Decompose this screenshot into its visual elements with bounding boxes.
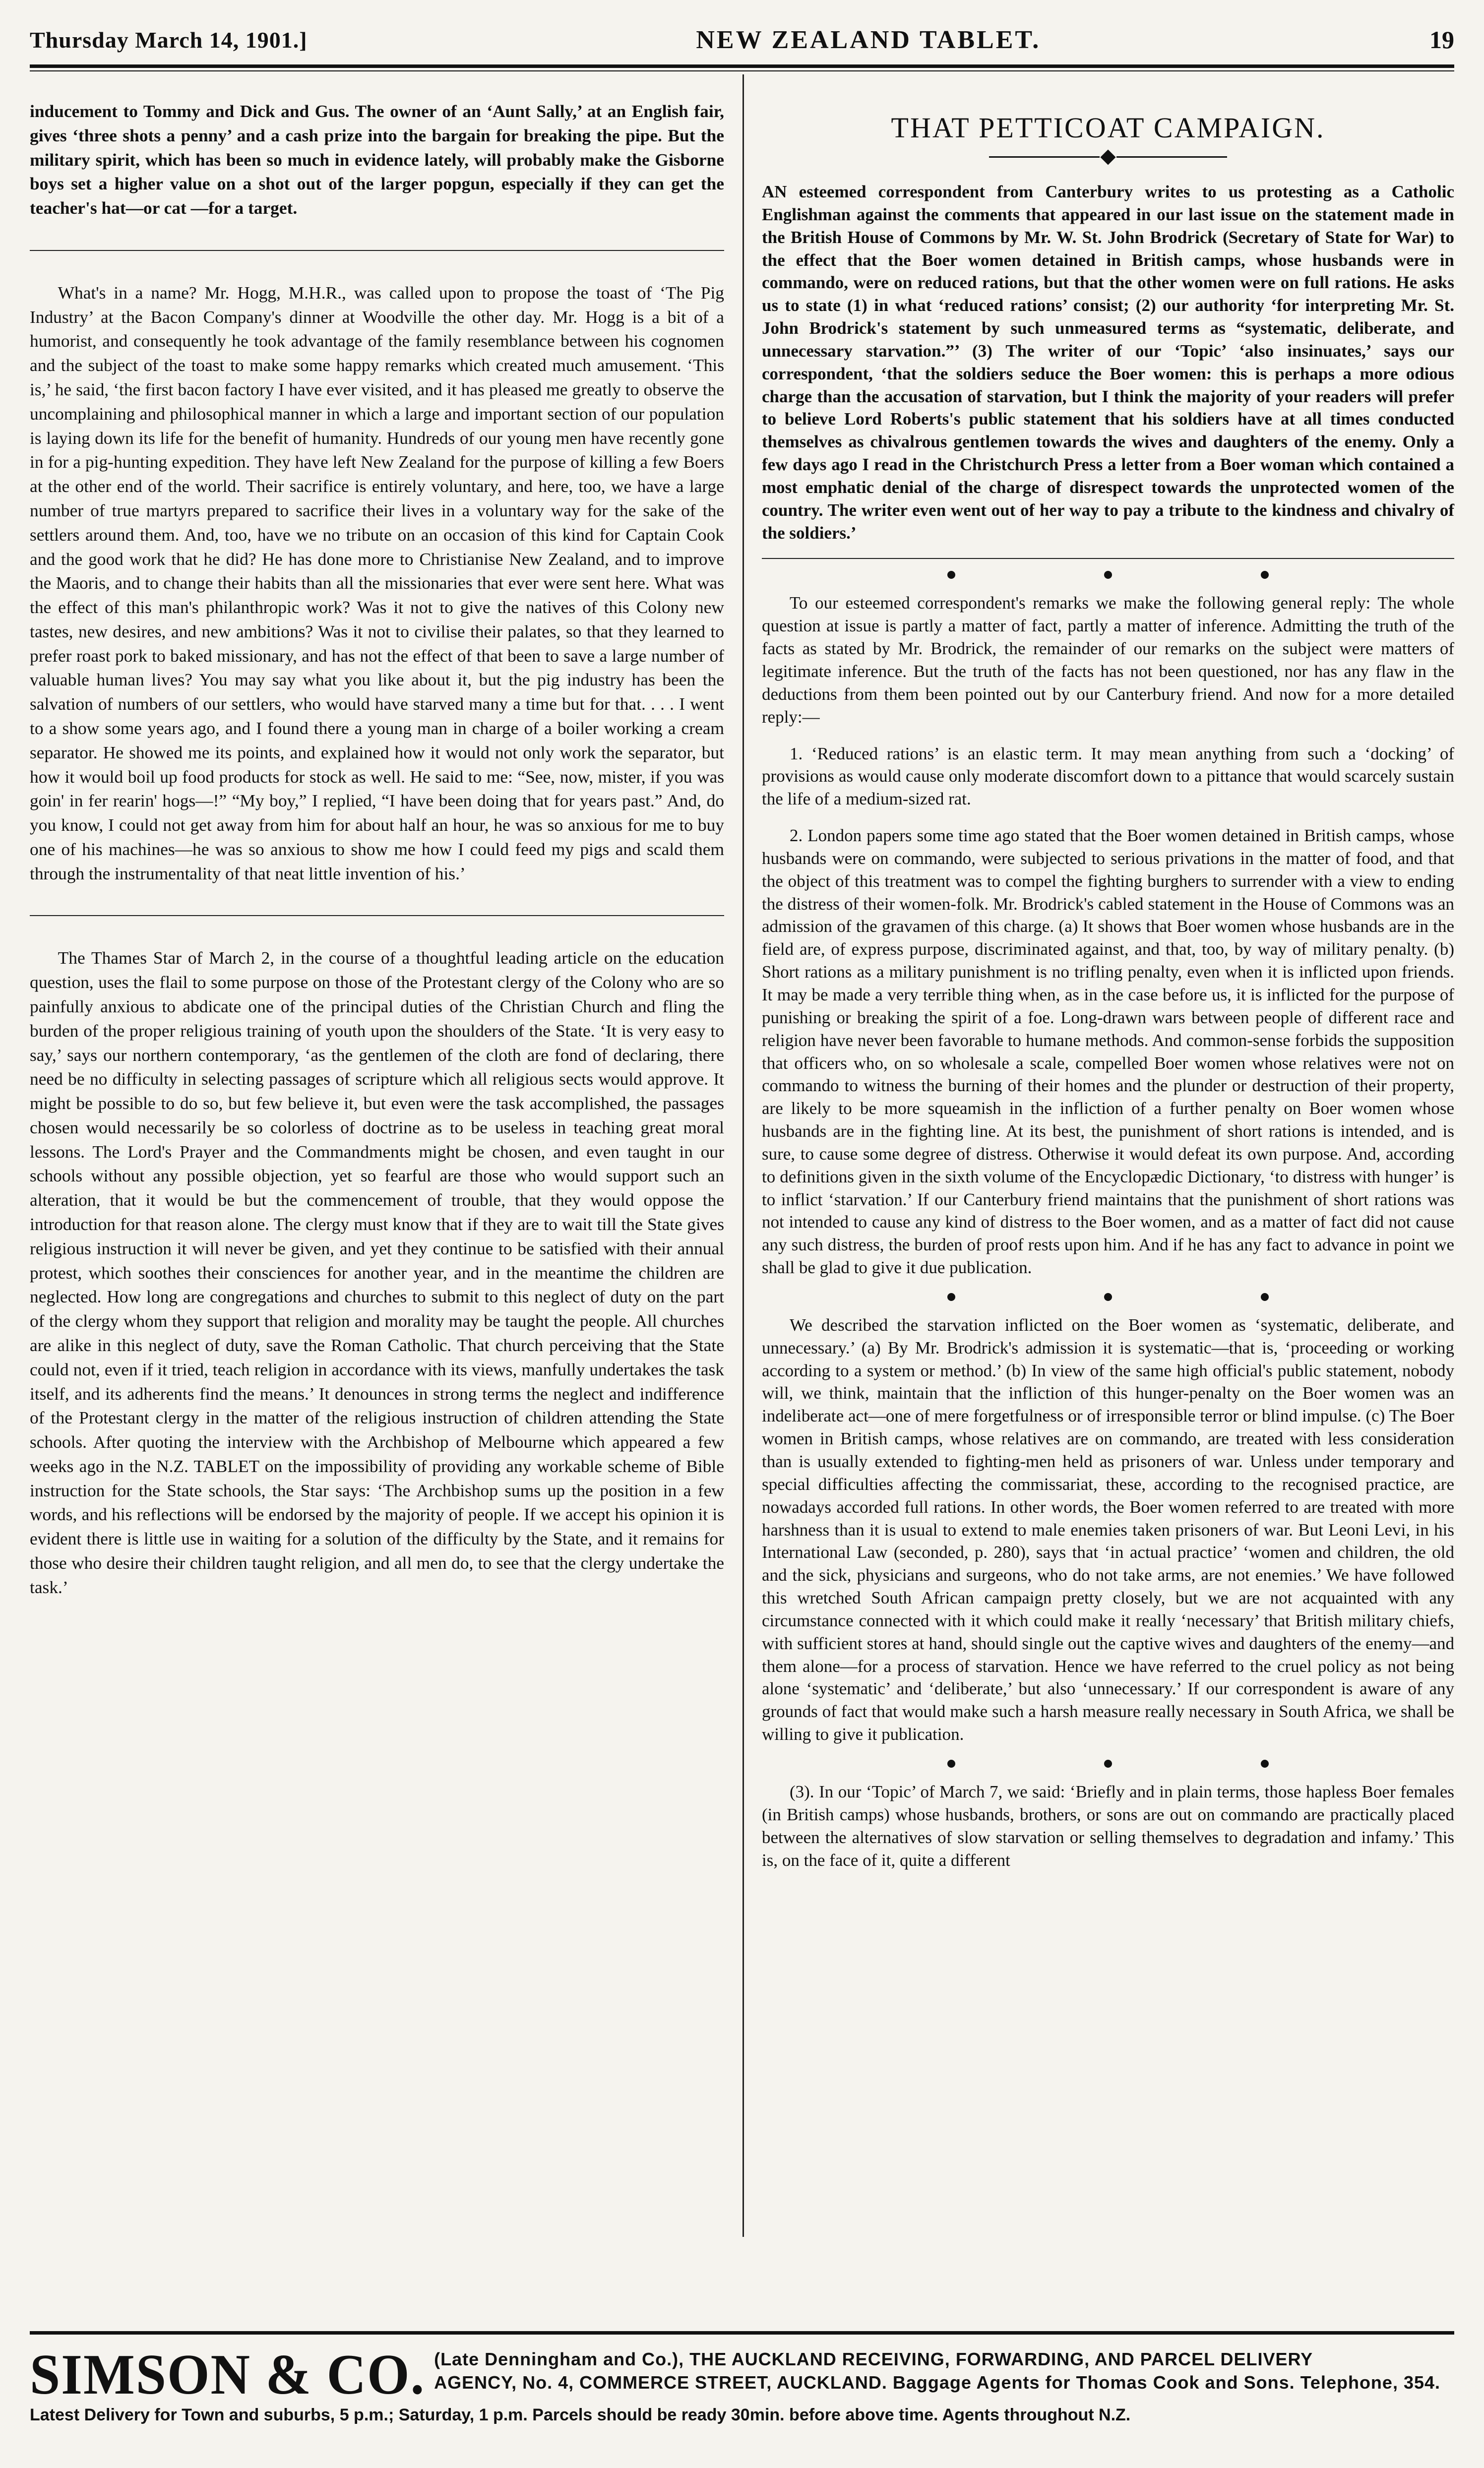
- column-divider: [742, 74, 744, 2237]
- starvation-paragraph: We described the starvation inflicted on the Boer women as ‘systematic, deliberate, and unnecessary.’ (a) By Mr. Brodrick's admission it is systematic—that is, ‘proceeding or working according to a system or method.’ (b) In view of the same high official's public statement, nobody will, we think, maintain that the infliction of this hunger-penalty on the Boer women was an indeliberate act—one of mere forgetfulness or of irresponsible terror or blind impulse. (c) The Boer women in British camps, whose relatives are on commando, are treated with less consideration than is usually extended to fighting-men held as prisoners of war. Unless under temporary and special difficulties affecting the commissariat, these, according to the recognised practice, are nowadays accorded full rations. In other words, the Boer women referred to are treated with more harshness than it is usual to extend to male enemies taken prisoners of war. But Leoni Levi, in his International Law (seconded, p. 280), says that ‘in actual practice’ ‘women and children, the old and the sick, physicians and surgeons, who do not take arms, are not enemies.’ We have followed this wretched South African campaign pretty closely, but we are not acquainted with any circumstance connected with it which could make it really ‘necessary’ that British military chiefs, with sufficient stores at hand, should single out the captive wives and daughters of the enemy—and them alone—for a process of starvation. Hence we have referred to the cruel policy as not being alone ‘systematic’ and ‘deliberate,’ but also ‘unnecessary.’ If our correspondent is aware of any grounds of fact that would make such a harsh measure really necessary in South Africa, we shall be willing to give it publication.: [762, 1315, 1454, 1744]
- header-rule-thick: [30, 64, 1454, 68]
- point-one-paragraph: 1. ‘Reduced rations’ is an elastic term. It may mean anything from such a ‘docking’ of provisions as would cause only moderate discomfort down to a pittance that would scarcely sustain the life of a medium-sized rat.: [762, 743, 1454, 809]
- advertiser-name: SIMSON & CO.: [30, 2342, 426, 2406]
- article-headline: THAT PETTICOAT CAMPAIGN.: [891, 112, 1325, 144]
- section-divider: [30, 915, 724, 916]
- issue-date: Thursday March 14, 1901.]: [30, 27, 308, 53]
- correspondent-letter: AN esteemed correspondent from Canterbury writes to us protesting as a Catholic Englishman against the comments that appeared in our last issue on the statement made in the British House of Commons by Mr. W. St. John Brodrick (Secretary of State for War) to the effect that the Boer women detained in British camps, whose husbands were in commando, were on reduced rations, but that the other women were on full rations. He asks us to state (1) in what ‘reduced rations’ consist; (2) our authority ‘for interpreting Mr. St. John Brodrick's statement by such unmeasured terms as “systematic, deliberate, and unnecessary starvation.”’ (3) The writer of our ‘Topic’ ‘also insinuates,’ says our correspondent, ‘that the soldiers seduce the Boer women: this is perhaps a more odious charge than the accusation of starvation, but I think the majority of your readers will prefer to believe Lord Roberts's public statement that his soldiers have at all times conducted themselves as chivalrous gentlemen towards the wives and daughters of the enemy. Only a few days ago I read in the Christchurch Press a letter from a Boer woman which contained a most emphatic denial of the charge of disrespect towards the unprotected women of the country. The writer even went out of her way to pay a tribute to the kindness and chivalry of the soldiers.’: [762, 182, 1454, 543]
- reply-introduction: To our esteemed correspondent's remarks we make the following general reply: The whole question at issue is partly a matter of fact, partly a matter of inference. Admitting the truth of the facts as stated by Mr. Brodrick, the remainder of our remarks on the subject were matters of legitimate inference. But the truth of the facts has not been questioned, nor has any flaw in the deductions from them been pointed out by our Canterbury friend. And now for a more detailed reply:—: [762, 593, 1454, 727]
- section-divider: [30, 250, 724, 251]
- gisborne-paragraph: inducement to Tommy and Dick and Gus. The owner of an ‘Aunt Sally,’ at an English fair, gives ‘three shots a penny’ and a cash prize into the bargain for breaking the pipe. But the military spirit, which has been so much in evidence lately, will probably make the Gisborne boys set a higher value on a shot out of the larger popgun, especially if they can get the teacher's hat—or cat —for a target.: [30, 101, 724, 218]
- asterism-divider: [762, 1293, 1454, 1301]
- section-divider: [762, 558, 1454, 559]
- footer-advertisement: [30, 2342, 1454, 2446]
- header-rule-thin: [30, 70, 1454, 71]
- right-column: [762, 99, 1454, 1885]
- page-number: 19: [1429, 26, 1454, 54]
- bacon-company-paragraph: What's in a name? Mr. Hogg, M.H.R., was called upon to propose the toast of ‘The Pig Industry’ at the Bacon Company's dinner at Woodville the other day. Mr. Hogg is a bit of a humorist, and consequently he took advantage of the family resemblance between his cognomen and the subject of the toast to make some happy remarks which created much amusement. ‘This is,’ he said, ‘the first bacon factory I have ever visited, and it has pleased me greatly to observe the uncomplaining and philosophical manner in which a large and important section of our population is laying down its life for the benefit of humanity. Hundreds of our young men have recently gone in for a pig-hunting expedition. They have left New Zealand for the purpose of killing a few Boers at the other end of the world. Their sacrifice is entirely voluntary, and here, too, we have a large number of true martyrs prepared to sacrifice their lives in a voluntary way for the sake of the settlers around them. And, too, have we no tribute on an occasion of this kind for Captain Cook and the good work that he did? He has done more to Christianise New Zealand, and to improve the Maoris, and to change their habits than all the missionaries that ever were sent here. What was the effect of this man's philanthropic work? Was it not to give the natives of this Colony new tastes, new desires, and new ambitions? Was it not to civilise their palates, so that they learned to prefer roast pork to baked missionary, and has not the effect of that been to save a large number of valuable human lives? You may say what you like about it, but the pig industry has been the salvation of numbers of our settlers, who would have starved many a time but for that. . . . I went to a show some years ago, and I found there a young man in charge of a boiler working a cream separator. He showed me its points, and explained how it would not only work the separator, but how it would boil up food products for stock as well. He said to me: “See, now, mister, if you was goin' in fer rearin' hogs—!” “My boy,” I replied, “I have been doing that for years past.” And, do you know, I could not get away from him for about half an hour, he was so anxious for me to buy one of his machines—he was so anxious to show me how I could feed my pigs and scald them through the instrumentality of that neat little invention of his.’: [30, 282, 724, 883]
- point-two-paragraph: 2. London papers some time ago stated that the Boer women detained in British camps, whose husbands were on commando, were subjected to serious privations in the matter of food, and that the object of this treatment was to compel the fighting burghers to surrender with a view to ending the distress of their women-folk. Mr. Brodrick's cabled statement in the House of Commons was an admission of the gravamen of this charge. (a) It shows that Boer women whose husbands are in the field are, of express purpose, discriminated against, and that, too, by way of military penalty. (b) Short rations as a military punishment is no trifling penalty, even when it is inflicted upon friends. It may be made a very terrible thing when, as in the case before us, it is inflicted for the purpose of punishing or breaking the spirit of a foe. Long-drawn wars between people of different race and religion have never been favorable to humane methods. And common-sense forbids the supposition that officers who, on so wholesale a scale, compelled Boer women whose relatives were not on commando to witness the burning of their homes and the plunder or destruction of their property, are likely to be more squeamish in the infliction of a further penalty on Boer women whose husbands are in the fighting line. At its best, the punishment of short rations is intended, and is sure, to cause some degree of distress. Otherwise it would defeat its own purpose. And, according to definitions given in the sixth volume of the Encyclopædic Dictionary, ‘to distress with hunger’ is to inflict ‘starvation.’ If our Canterbury friend maintains that the punishment of short rations was not intended to cause any kind of distress to the Boer women, and as a matter of fact did not cause any such distress, the burden of proof rests upon him. And if he has any fact to advance in point we shall be glad to give it due publication.: [762, 826, 1454, 1278]
- headline-ornament: [989, 152, 1227, 163]
- thames-star-paragraph: The Thames Star of March 2, in the course of a thoughtful leading article on the education question, uses the flail to some purpose on those of the Protestant clergy of the Colony who are so painfully anxious to abdicate one of the principal duties of the Christian Church and fling the burden of the proper religious training of youth upon the shoulders of the State. ‘It is very easy to say,’ says our northern contemporary, ‘as the gentlemen of the cloth are fond of declaring, there need be no difficulty in selecting passages of scripture which all religious sects would approve. It might be possible to do so, but few believe it, but even were the task accomplished, the passages chosen would necessarily be so colorless of doctrine as to be useless in teaching great moral lessons. The Lord's Prayer and the Commandments might be chosen, and even taught in our schools without any possible objection, yet so fearful are those who would support such an alteration, that it would be but the commencement of trouble, that they would oppose the introduction for that reason alone. The clergy must know that if they are to wait till the State gives religious instruction it will never be given, and yet they continue to be satisfied with their annual protest, which soothes their consciences for another year, and in the meantime the children are neglected. How long are congregations and churches to submit to this neglect of duty on the part of the clergy whom they support that religion and morality may be taught the people. All churches are alike in this neglect of duty, save the Roman Catholic. That church perceiving that the State could not, even if it tried, teach religion in accordance with its views, manfully undertakes the task itself, and its adherents find the means.’ It denounces in strong terms the neglect and indifference of the Protestant clergy in the matter of the religious instruction of children attending the State schools. After quoting the interview with the Archbishop of Melbourne which appeared a few weeks ago in the N.Z. TABLET on the impossibility of providing any workable scheme of Bible instruction for the State schools, the Star says: ‘The Archbishop sums up the position in a few words, and his reflections will be endorsed by the majority of people. If we accept his opinion it is evident there is little use in waiting for a solution of the difficulty by the State, and it remains for those who desire their children taught religion, and all men do, to see that the clergy undertake the task.’: [30, 948, 724, 1597]
- asterism-divider: [762, 1760, 1454, 1768]
- footer-rule: [30, 2331, 1454, 2335]
- advert-line-3: Latest Delivery for Town and suburbs, 5 p.m.; Saturday, 1 p.m. Parcels should be ready 30min. before above time. Agents throughout N.Z.: [30, 2406, 1131, 2424]
- running-head: [30, 20, 1454, 60]
- point-three-paragraph: (3). In our ‘Topic’ of March 7, we said: ‘Briefly and in plain terms, those hapless Boer females (in British camps) whose husbands, brothers, or sons are out on commando are practically placed between the alternatives of slow starvation or selling themselves to degradation and infamy.’ This is, on the face of it, quite a different: [762, 1782, 1454, 1870]
- publication-title: NEW ZEALAND TABLET.: [696, 25, 1041, 54]
- advert-line-2: AGENCY, No. 4, COMMERCE STREET, AUCKLAND. Baggage Agents for Thomas Cook and Sons. Telephone, 354.: [434, 2372, 1441, 2393]
- advert-line-1: (Late Denningham and Co.), THE AUCKLAND RECEIVING, FORWARDING, AND PARCEL DELIVERY: [434, 2349, 1313, 2369]
- left-column: [30, 99, 724, 1613]
- asterism-divider: [762, 571, 1454, 579]
